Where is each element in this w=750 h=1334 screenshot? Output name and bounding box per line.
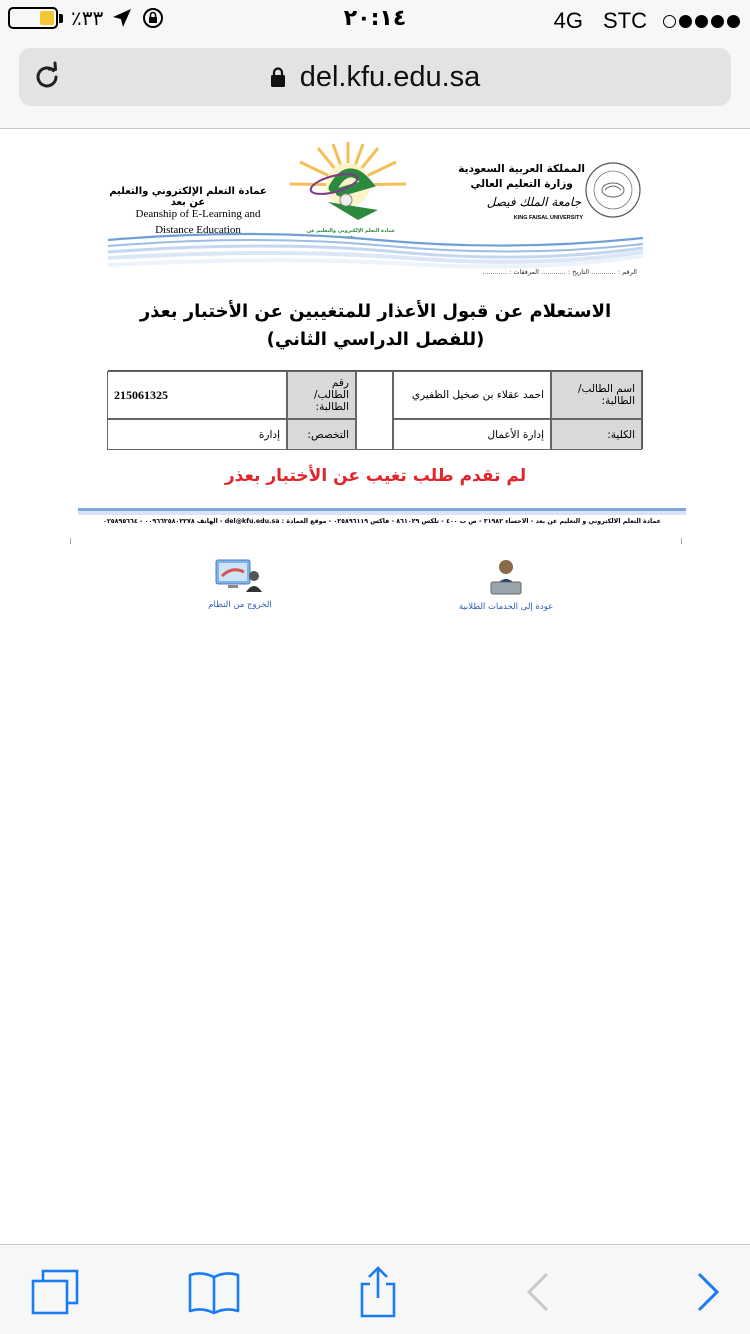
- signal-dot: [727, 15, 740, 28]
- signal-dot: [695, 15, 708, 28]
- signal-dot: [679, 15, 692, 28]
- url-text: del.kfu.edu.sa: [299, 61, 481, 93]
- logo-caption: عمادة التعلم الإلكتروني والتعليم عن بعد: [306, 228, 396, 240]
- letterhead: [108, 140, 643, 280]
- student-services-icon: [489, 558, 523, 596]
- student-services-label[interactable]: عودة إلى الخدمات الطلابية: [458, 602, 554, 612]
- battery-percent: ٪٣٣: [71, 6, 104, 30]
- tabs-icon: [29, 1267, 81, 1317]
- no-excuse-alert: لم تقدم طلب تغيب عن الأختبار بعذر: [224, 466, 527, 486]
- deanship-name-ar: عمادة التعلم الإلكتروني والتعليم عن بعد: [109, 186, 267, 208]
- signal-dot: [711, 15, 724, 28]
- university-name-en: KING FAISAL UNIVERSITY: [513, 215, 583, 221]
- spacer-cell: [356, 371, 393, 450]
- carrier-name: STC: [603, 8, 647, 33]
- signal-dot: [663, 15, 676, 28]
- student-name-label: اسم الطالب/ الطالبة:: [551, 371, 642, 419]
- deanship-en-line2: Distance Education: [155, 224, 241, 236]
- footer-contact: عمادة التعلم الالكتروني و التعليم عن بعد - الأحساء ٣١٩٨٢ - ص ب ٤٠٠ - تلكس ٨٦١٠٢٩ - فاكس ٠٢٥٨٩٦١١٩ - موقع العمادة : del@kfu.edu.sa - الهاتف ٠٠٩٦٦٢٥٨٠٢٢٧٨ - ٠٢٥٨٩٥٦٦٤: [103, 518, 661, 525]
- logout-icon: [214, 558, 266, 594]
- kingdom-name: المملكة العربية السعودية: [458, 163, 585, 175]
- ministry-name: وزارة التعليم العالي: [470, 178, 573, 190]
- elearning-logo: [278, 140, 418, 240]
- logout-label[interactable]: الخروج من النظام: [208, 600, 272, 610]
- signal-strength-icon: [663, 15, 740, 28]
- footer-divider: [78, 508, 686, 516]
- clock: ٢٠:١٤: [343, 6, 407, 31]
- college-value: إدارة الأعمال: [393, 419, 551, 450]
- chevron-left-icon: [523, 1271, 553, 1313]
- title-line-2: (للفصل الدراسي الثاني): [266, 329, 485, 350]
- student-info-table: [108, 370, 643, 449]
- student-name-value: احمد عقلاء بن صخيل الظفيري: [393, 371, 551, 419]
- major-value: إدارة: [107, 419, 287, 450]
- carrier-info: [554, 8, 740, 34]
- browser-toolbar: [0, 1244, 750, 1334]
- url-display[interactable]: [19, 61, 731, 94]
- forward-button[interactable]: [678, 1267, 738, 1317]
- status-bar: [0, 0, 750, 40]
- tabs-button[interactable]: [25, 1267, 85, 1317]
- reference-line: الرقم : ............ التاريخ : ............ المرفقات : ............: [482, 268, 637, 276]
- web-page: [0, 130, 750, 1244]
- share-button[interactable]: [348, 1267, 408, 1317]
- university-seal-icon: [583, 160, 643, 220]
- address-bar[interactable]: [19, 48, 731, 106]
- title-line-1: الاستعلام عن قبول الأعذار للمتغيبين عن الأختبار بعذر: [139, 301, 612, 322]
- footer-ticks: [70, 538, 682, 544]
- back-to-student-services-link[interactable]: [450, 558, 562, 612]
- student-id-value: 215061325: [107, 371, 287, 419]
- back-button[interactable]: [508, 1267, 568, 1317]
- page-title: [108, 298, 643, 354]
- major-label: التخصص:: [287, 419, 356, 450]
- browser-address-area: [0, 40, 750, 129]
- bookmarks-icon: [186, 1269, 242, 1315]
- chevron-right-icon: [693, 1271, 723, 1313]
- logout-link[interactable]: [200, 558, 280, 610]
- lock-icon: [270, 67, 286, 87]
- share-icon: [356, 1264, 400, 1320]
- university-name-ar: جامعة الملك فيصل: [486, 195, 581, 209]
- student-id-label: رقم الطالب/ الطالبة:: [287, 371, 356, 419]
- ministry-block: [458, 162, 585, 192]
- deanship-en-line1: Deanship of E-Learning and: [135, 208, 261, 220]
- network-type: 4G: [553, 8, 583, 33]
- college-label: الكلية:: [551, 419, 642, 450]
- bookmarks-button[interactable]: [184, 1267, 244, 1317]
